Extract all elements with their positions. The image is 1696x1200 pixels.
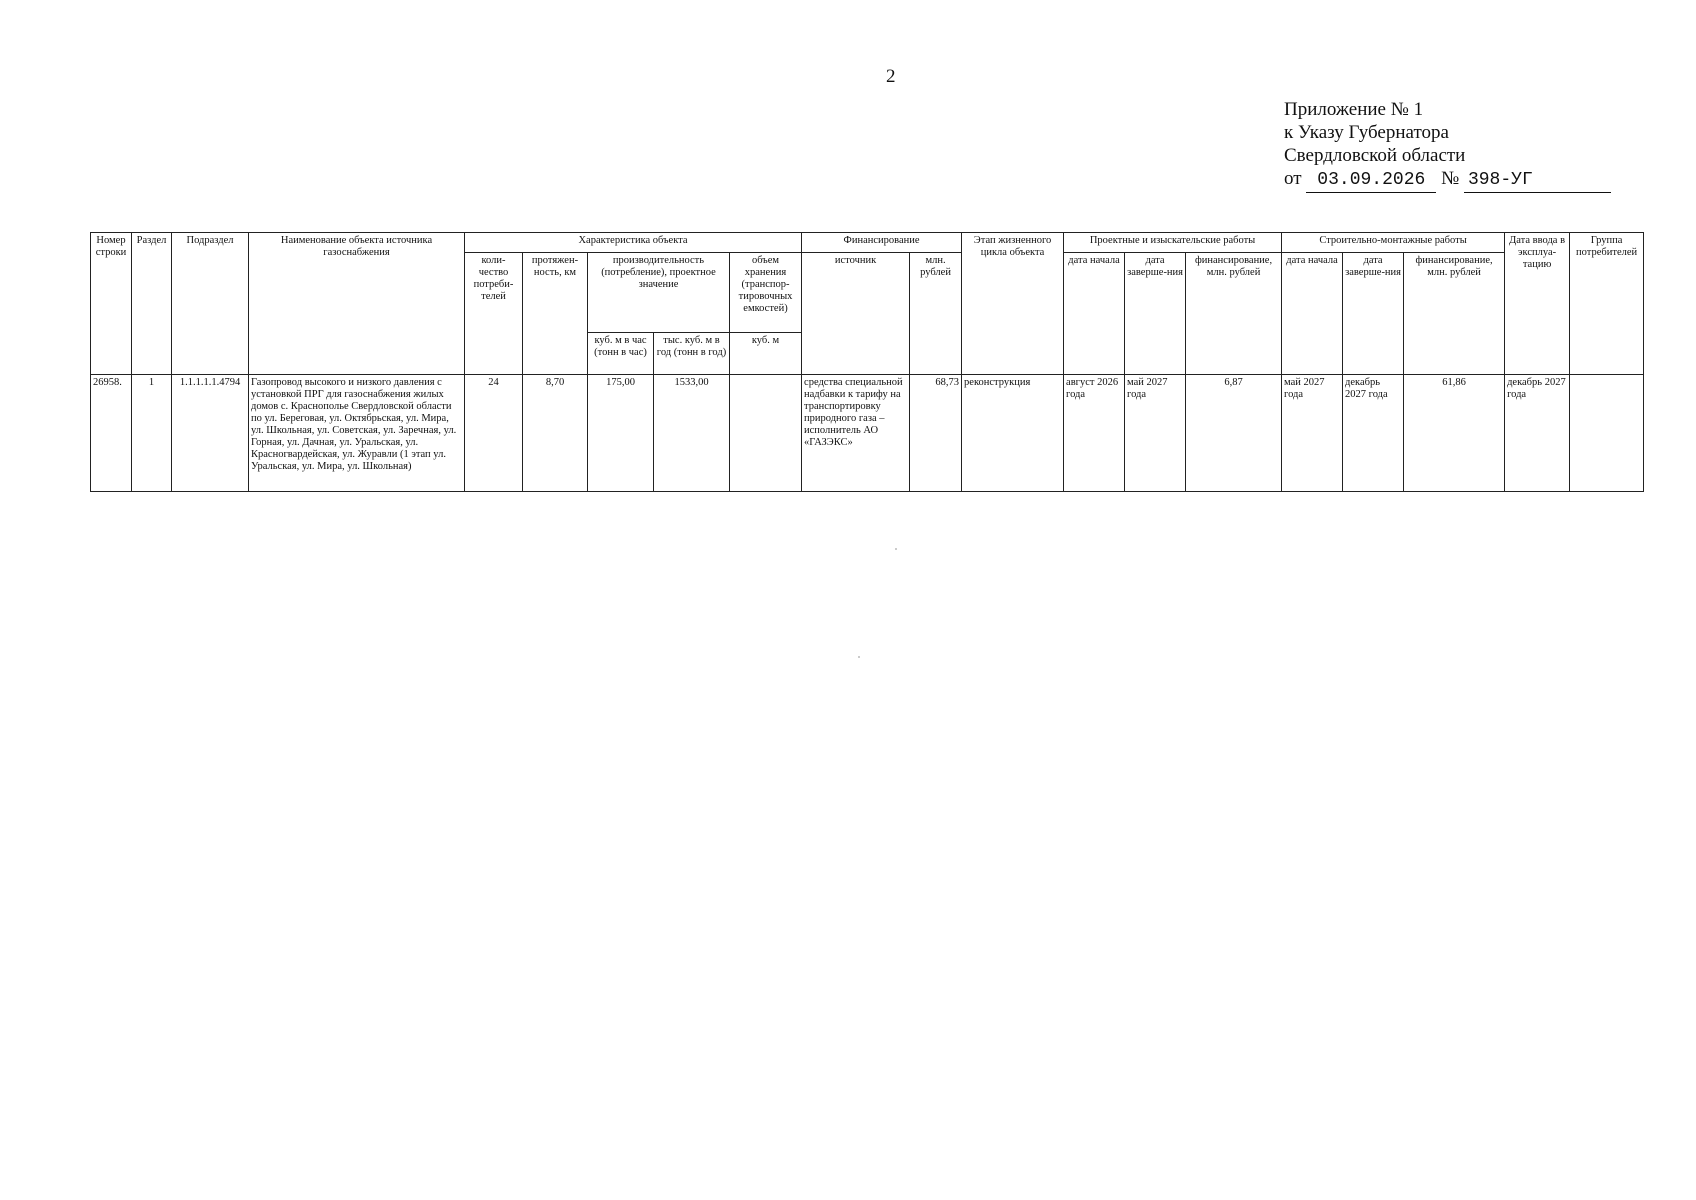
header-capacity-year: тыс. куб. м в год (тонн в год)	[654, 333, 730, 375]
header-consumer-group: Группа потребителей	[1570, 233, 1644, 375]
scan-speck	[895, 548, 897, 550]
header-mln-rub: млн. рублей	[910, 253, 962, 375]
cell-design-start: август 2026 года	[1064, 375, 1125, 492]
cell-consumer-group	[1570, 375, 1644, 492]
header-commissioning: Дата ввода в эксплуа-тацию	[1505, 233, 1570, 375]
header-consumers-count: коли-чество потреби-телей	[465, 253, 523, 375]
cell-section: 1	[132, 375, 172, 492]
cell-capacity-year: 1533,00	[654, 375, 730, 492]
appendix-date-line	[1284, 167, 1611, 193]
cell-row-number: 26958.	[91, 375, 132, 492]
decree-date: 03.09.2026	[1306, 169, 1436, 193]
header-storage: объем хранения (транспор-тировочных емкостей)	[730, 253, 802, 333]
header-capacity: производительность (потребление), проектное значение	[588, 253, 730, 333]
number-prefix: №	[1441, 168, 1460, 189]
header-row-number: Номер строки	[91, 233, 132, 375]
appendix-line-2: к Указу Губернатора	[1284, 122, 1449, 143]
appendix-line-3: Свердловской области	[1284, 145, 1466, 166]
header-construction-end: дата заверше-ния	[1343, 253, 1404, 375]
header-object-name: Наименование объекта источника газоснабжения	[249, 233, 465, 375]
header-design-works: Проектные и изыскательские работы	[1064, 233, 1282, 253]
cell-mln-rub: 68,73	[910, 375, 962, 492]
cell-life-cycle: реконструкция	[962, 375, 1064, 492]
cell-consumers: 24	[465, 375, 523, 492]
cell-source: средства специальной надбавки к тарифу на транспортировку природного газа – исполнитель АО «ГАЗЭКС»	[802, 375, 910, 492]
header-length: протяжен-ность, км	[523, 253, 588, 375]
date-prefix: от	[1284, 168, 1302, 189]
header-construction-start: дата начала	[1282, 253, 1343, 375]
cell-construction-start: май 2027 года	[1282, 375, 1343, 492]
header-construction-works: Строительно-монтажные работы	[1282, 233, 1505, 253]
header-section: Раздел	[132, 233, 172, 375]
cell-construction-end: декабрь 2027 года	[1343, 375, 1404, 492]
cell-design-financing: 6,87	[1186, 375, 1282, 492]
decree-number: 398-УГ	[1464, 169, 1611, 193]
cell-construction-financing: 61,86	[1404, 375, 1505, 492]
header-life-cycle: Этап жизненного цикла объекта	[962, 233, 1064, 375]
header-financing: Финансирование	[802, 233, 962, 253]
cell-object-name: Газопровод высокого и низкого давления с установкой ПРГ для газоснабжения жилых домов с. Краснополье Свердловской области по ул. Береговая, ул. Октябрьская, ул. Мира, ул. Школьная, ул. Советская, ул. Заречная, ул. Горная, ул. Дачная, ул. Уральская, ул. Красногвардейская, ул. Журавли (1 этап ул. Уральская, ул. Мира, ул. Школьная)	[249, 375, 465, 492]
header-design-end: дата заверше-ния	[1125, 253, 1186, 375]
gas-supply-table	[90, 232, 1644, 492]
appendix-line-1: Приложение № 1	[1284, 99, 1424, 120]
cell-commissioning: декабрь 2027 года	[1505, 375, 1570, 492]
header-characteristics: Характеристика объекта	[465, 233, 802, 253]
appendix-block	[1284, 98, 1611, 193]
header-capacity-hour: куб. м в час (тонн в час)	[588, 333, 654, 375]
page-number: 2	[886, 66, 896, 87]
header-source: источник	[802, 253, 910, 375]
cell-length: 8,70	[523, 375, 588, 492]
cell-capacity-hour: 175,00	[588, 375, 654, 492]
header-design-financing: финансирование, млн. рублей	[1186, 253, 1282, 375]
scan-speck	[858, 656, 860, 658]
header-design-start: дата начала	[1064, 253, 1125, 375]
cell-storage	[730, 375, 802, 492]
cell-design-end: май 2027 года	[1125, 375, 1186, 492]
cell-subsection: 1.1.1.1.1.4794	[172, 375, 249, 492]
header-subsection: Подраздел	[172, 233, 249, 375]
table-row	[91, 375, 1644, 492]
header-construction-financing: финансирование, млн. рублей	[1404, 253, 1505, 375]
header-storage-unit: куб. м	[730, 333, 802, 375]
